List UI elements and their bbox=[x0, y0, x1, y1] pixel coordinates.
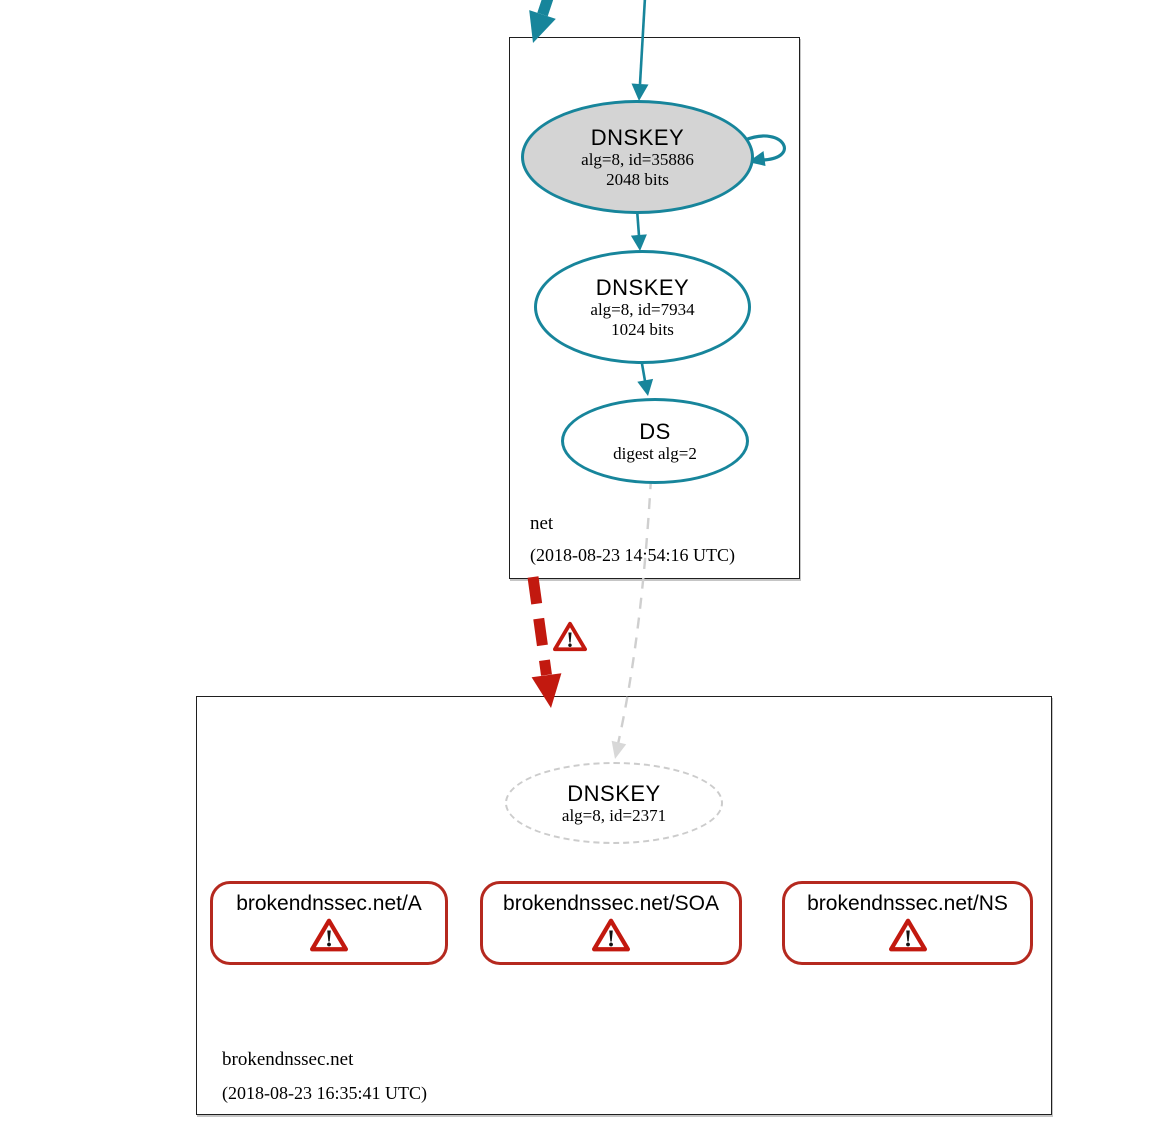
warning-exclamation: ! bbox=[606, 925, 616, 952]
node-bits: 2048 bits bbox=[606, 169, 669, 189]
broken-delegation-arrow bbox=[533, 577, 547, 675]
node-detail: alg=8, id=2371 bbox=[561, 805, 667, 825]
warning-icon bbox=[889, 918, 927, 952]
rrset-brokendnssec-net-ns[interactable] bbox=[782, 881, 1033, 965]
rrset-brokendnssec-net-a[interactable] bbox=[210, 881, 448, 965]
zone-timestamp-brokendnssec-net: (2018-08-23 16:35:41 UTC) bbox=[222, 1083, 427, 1103]
delegation-arrow-into-net bbox=[543, 0, 560, 15]
node-bits: 1024 bits bbox=[611, 319, 674, 339]
warning-icon bbox=[310, 918, 348, 952]
rrset-label: brokendnssec.net/SOA bbox=[503, 892, 719, 915]
rrset-brokendnssec-net-soa[interactable] bbox=[480, 881, 742, 965]
zone-name-brokendnssec-net: brokendnssec.net bbox=[222, 1049, 354, 1070]
node-dnskey-35886[interactable] bbox=[521, 100, 754, 214]
rrset-label: brokendnssec.net/NS bbox=[807, 892, 1008, 915]
node-dnskey-7934[interactable] bbox=[534, 250, 751, 364]
warning-icon bbox=[553, 621, 587, 652]
node-dnskey-2371[interactable] bbox=[505, 762, 723, 844]
warning-icon bbox=[592, 918, 630, 952]
warning-exclamation: ! bbox=[903, 925, 912, 952]
node-ds[interactable] bbox=[561, 398, 749, 484]
node-title: DS bbox=[639, 418, 671, 444]
zone-timestamp-net: (2018-08-23 14:54:16 UTC) bbox=[530, 545, 735, 565]
zone-name-net: net bbox=[530, 513, 554, 534]
node-title: DNSKEY bbox=[567, 780, 661, 806]
node-title: DNSKEY bbox=[590, 124, 685, 150]
node-title: DNSKEY bbox=[595, 274, 690, 300]
node-detail: digest alg=2 bbox=[613, 443, 697, 463]
rrset-label: brokendnssec.net/A bbox=[236, 892, 422, 915]
node-detail: alg=8, id=35886 bbox=[581, 149, 694, 169]
warning-exclamation: ! bbox=[566, 627, 574, 652]
warning-exclamation: ! bbox=[324, 925, 334, 952]
node-detail: alg=8, id=7934 bbox=[590, 299, 695, 319]
